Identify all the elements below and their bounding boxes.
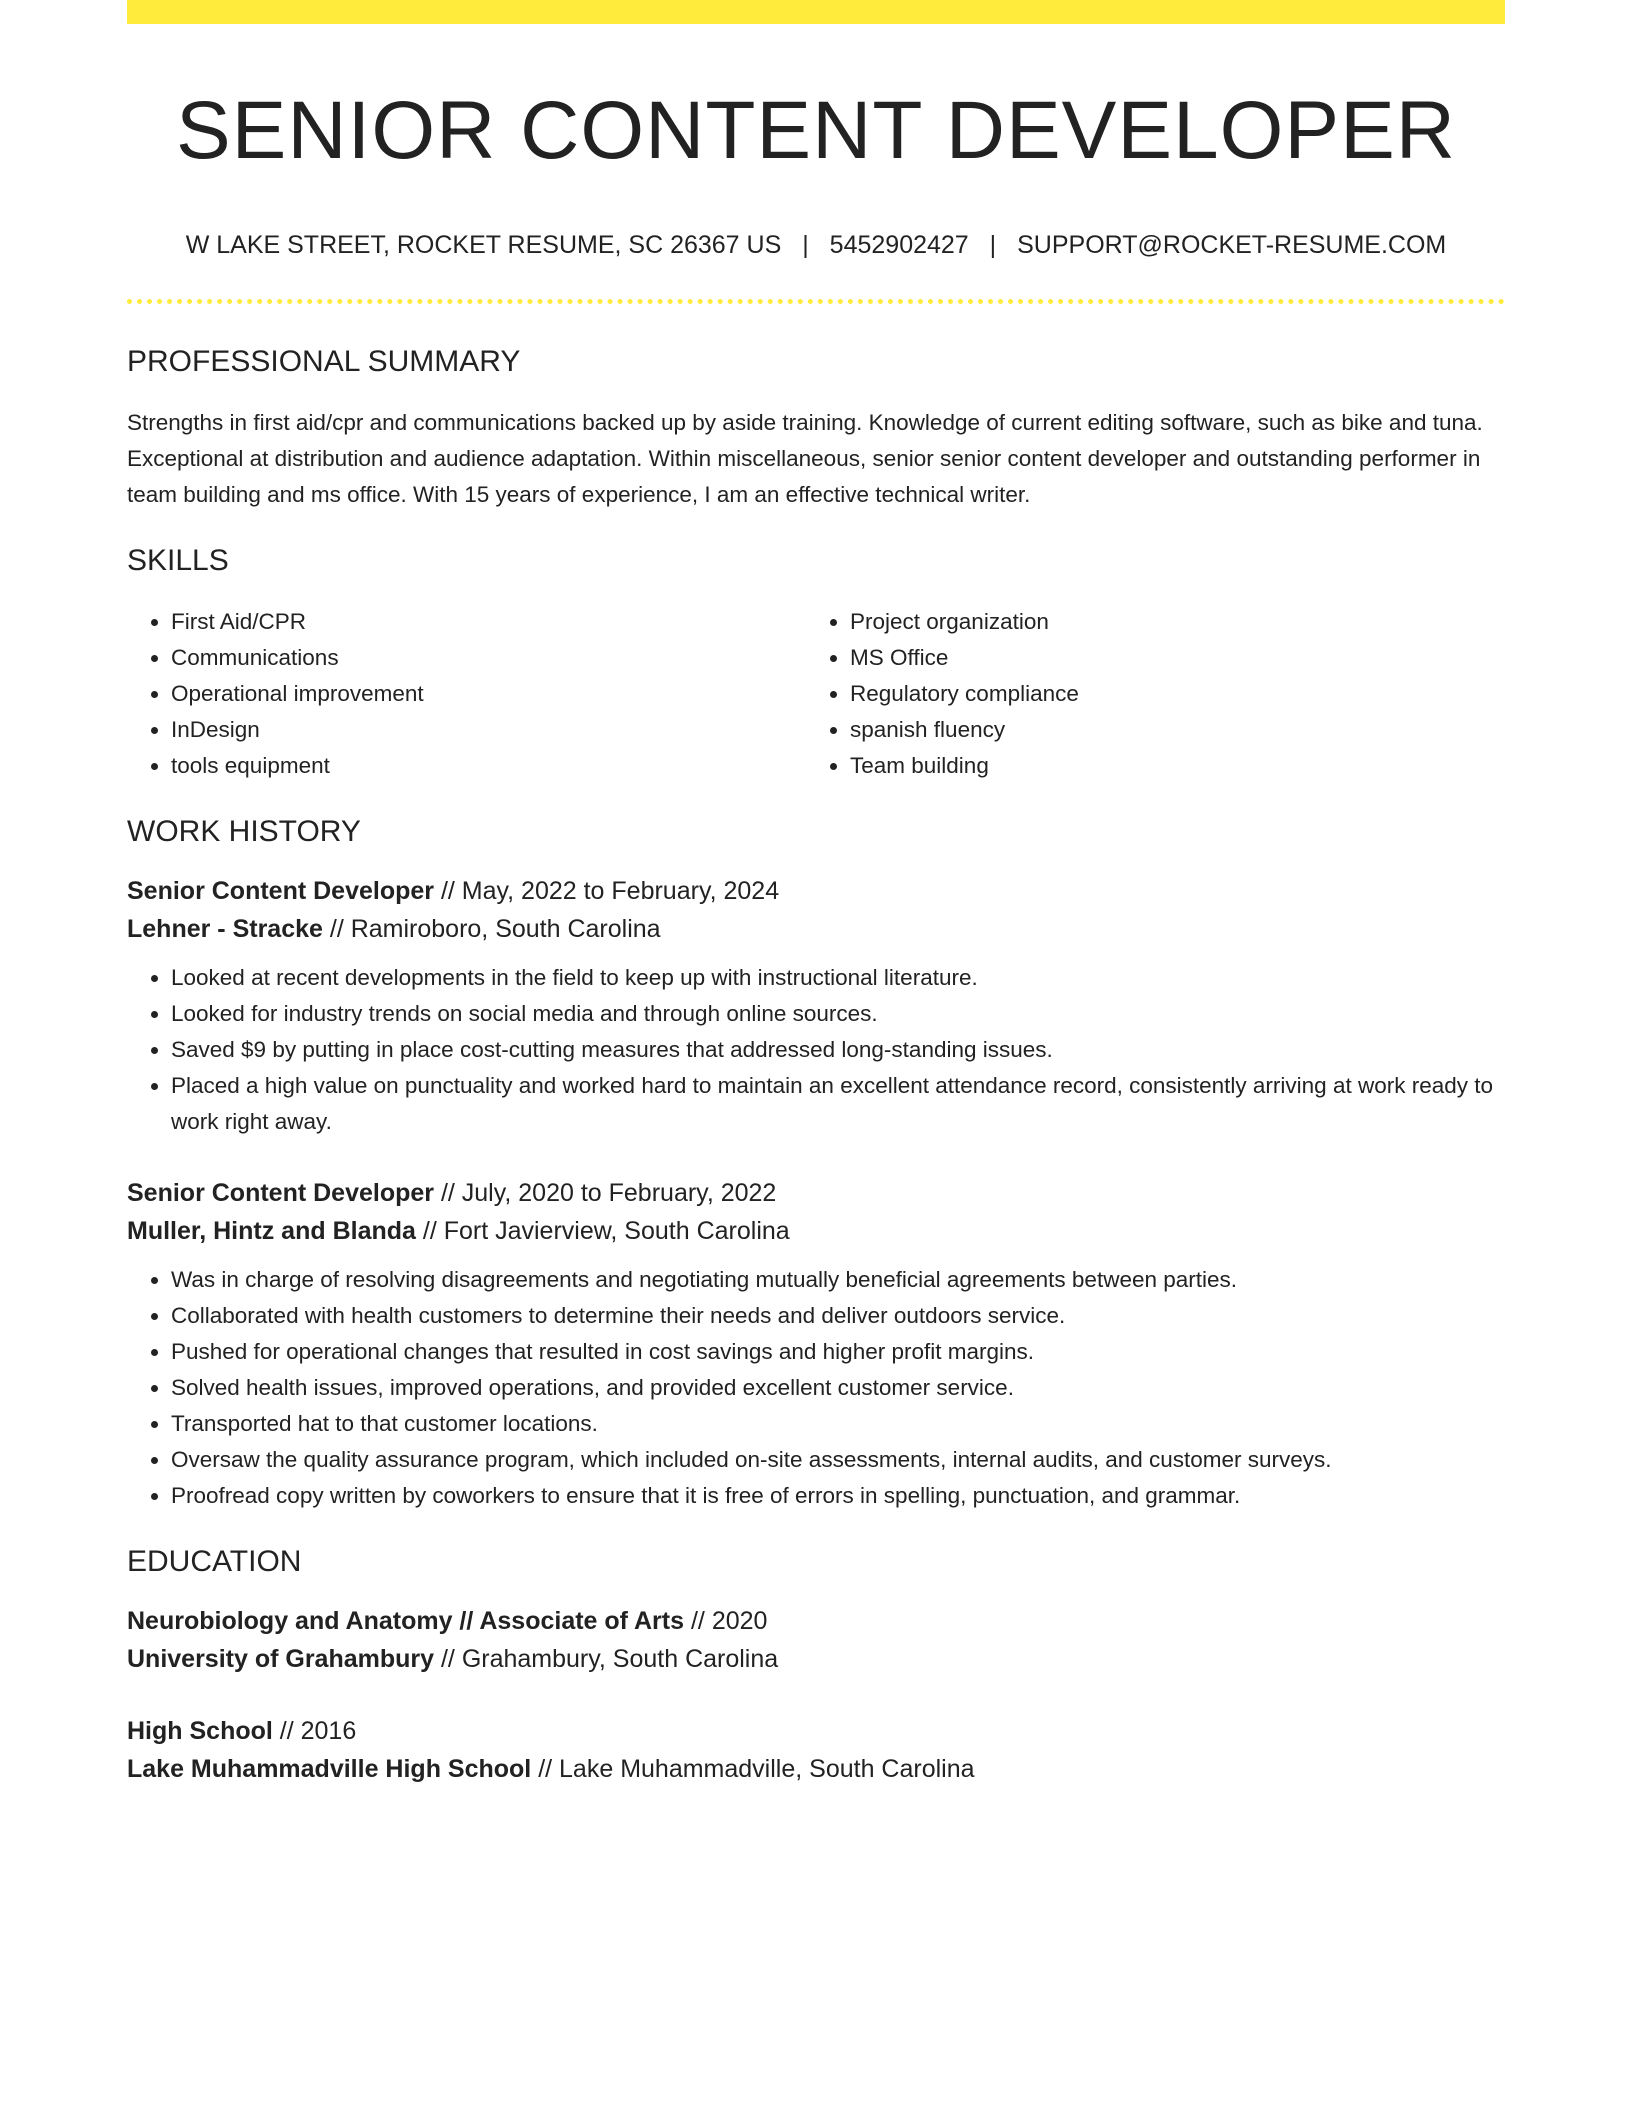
education-location: // Grahambury, South Carolina xyxy=(434,1645,779,1674)
job-role: Senior Content Developer xyxy=(127,1179,434,1208)
skill-item: • Team building xyxy=(850,748,1485,784)
job-role: Senior Content Developer xyxy=(127,877,434,906)
job-company: Muller, Hintz and Blanda xyxy=(127,1217,416,1246)
contact-address: W LAKE STREET, ROCKET RESUME, SC 26367 US xyxy=(185,231,782,260)
job-entry xyxy=(127,872,1505,1140)
job-bullet: • Solved health issues, improved operations, and provided excellent customer service. xyxy=(171,1370,1505,1406)
contact-email: SUPPORT@ROCKET-RESUME.COM xyxy=(1017,231,1447,260)
skill-item: • spanish fluency xyxy=(850,712,1485,748)
education-school-line xyxy=(127,1640,1505,1678)
skill-item: • Project organization xyxy=(850,604,1485,640)
top-accent-bar xyxy=(127,0,1505,24)
skill-item: • Regulatory compliance xyxy=(850,676,1485,712)
resume-title: SENIOR CONTENT DEVELOPER xyxy=(175,85,1457,176)
education-year: // 2020 xyxy=(684,1607,768,1636)
job-location: // Fort Javierview, South Carolina xyxy=(415,1217,790,1246)
job-bullet: • Was in charge of resolving disagreements and negotiating mutually beneficial agreements between parties. xyxy=(171,1262,1505,1298)
skill-item: • MS Office xyxy=(850,640,1485,676)
job-bullet-list xyxy=(127,960,1505,1140)
contact-separator: | xyxy=(989,231,997,260)
job-dates: // July, 2020 to February, 2022 xyxy=(434,1179,777,1208)
dotted-divider xyxy=(127,299,1505,304)
summary-heading: PROFESSIONAL SUMMARY xyxy=(127,345,521,379)
education-degree-line xyxy=(127,1712,1505,1750)
skills-column-right xyxy=(806,604,1485,784)
skill-item: • First Aid/CPR xyxy=(171,604,806,640)
contact-separator: | xyxy=(802,231,809,260)
job-location: // Ramiroboro, South Carolina xyxy=(322,915,661,944)
job-bullet: • Saved $9 by putting in place cost-cutting measures that addressed long-standing issues. xyxy=(171,1032,1505,1068)
contact-line xyxy=(127,230,1505,260)
skill-item: • InDesign xyxy=(171,712,806,748)
job-bullet: • Transported hat to that customer locations. xyxy=(171,1406,1505,1442)
job-bullet: • Pushed for operational changes that resulted in cost savings and higher profit margins. xyxy=(171,1334,1505,1370)
skill-item: • Communications xyxy=(171,640,806,676)
education-location: // Lake Muhammadville, South Carolina xyxy=(531,1755,975,1784)
job-title-line xyxy=(127,1174,1505,1212)
job-bullet: • Looked for industry trends on social media and through online sources. xyxy=(171,996,1505,1032)
education-school-line xyxy=(127,1750,1505,1788)
education-entry xyxy=(127,1712,1505,1788)
job-bullet: • Placed a high value on punctuality and worked hard to maintain an excellent attendance record, consistently arriving at work ready to work right away. xyxy=(171,1068,1505,1140)
skill-item: • tools equipment xyxy=(171,748,806,784)
job-title-line xyxy=(127,872,1505,910)
job-entry xyxy=(127,1174,1505,1514)
skills-column-left xyxy=(127,604,806,784)
education-entry xyxy=(127,1602,1505,1678)
contact-phone: 5452902427 xyxy=(829,231,969,260)
education-year: // 2016 xyxy=(272,1717,357,1746)
education-school: Lake Muhammadville High School xyxy=(127,1755,532,1784)
job-company-line xyxy=(127,1212,1505,1250)
job-company: Lehner - Stracke xyxy=(127,915,323,944)
job-bullet: • Proofread copy written by coworkers to ensure that it is free of errors in spelling, punctuation, and grammar. xyxy=(171,1478,1505,1514)
skill-item: • Operational improvement xyxy=(171,676,806,712)
education-degree: High School xyxy=(127,1717,273,1746)
job-dates: // May, 2022 to February, 2024 xyxy=(434,877,780,906)
job-bullet-list xyxy=(127,1262,1505,1514)
education-degree-line xyxy=(127,1602,1505,1640)
summary-text: Strengths in first aid/cpr and communications backed up by aside training. Knowledge of current editing software, such as bike and tuna. Exceptional at distribution and audience adaptation. Within miscellaneous, senior senior content developer and outstanding performer in team building and ms office. With 15 years of experience, I am an effective technical writer. xyxy=(127,410,1483,508)
job-bullet: • Oversaw the quality assurance program, which included on-site assessments, internal audits, and customer surveys. xyxy=(171,1442,1505,1478)
education-school: University of Grahambury xyxy=(127,1645,435,1674)
work-history-heading: WORK HISTORY xyxy=(127,815,361,849)
job-bullet: • Collaborated with health customers to determine their needs and deliver outdoors service. xyxy=(171,1298,1505,1334)
education-degree: Neurobiology and Anatomy // Associate of Arts xyxy=(127,1607,685,1636)
job-bullet: • Looked at recent developments in the field to keep up with instructional literature. xyxy=(171,960,1505,996)
resume-page xyxy=(127,0,1505,1788)
skills-heading: SKILLS xyxy=(127,544,229,578)
job-company-line xyxy=(127,910,1505,948)
education-heading: EDUCATION xyxy=(127,1545,302,1579)
skills-list xyxy=(127,604,1505,784)
